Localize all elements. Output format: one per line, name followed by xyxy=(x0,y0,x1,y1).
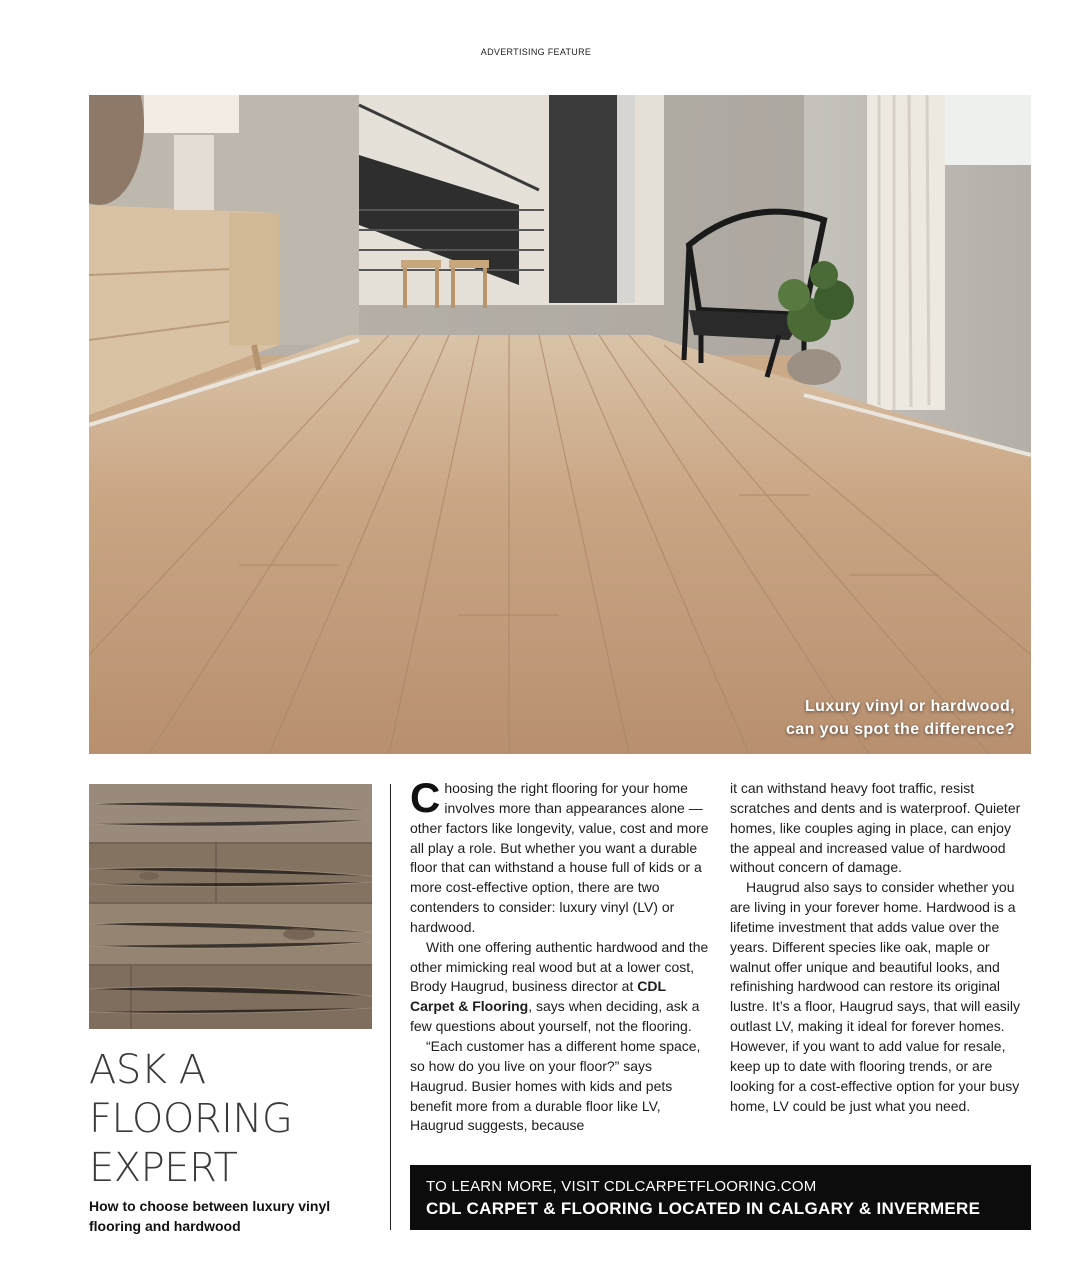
paragraph-2-b: , says when deciding, ask a few questions about yourself, not the flooring. xyxy=(410,998,700,1035)
paragraph-4: it can withstand heavy foot traffic, resist scratches and dents and is waterproof. Quieter homes, like couples aging in place, can enjoy the appeal and increased value of hardwood without concern of damage. xyxy=(730,780,1021,876)
paragraph-1 xyxy=(410,774,713,938)
drop-cap: C xyxy=(410,774,441,821)
company-name: CDL Carpet & Flooring xyxy=(410,978,666,1015)
advertising-feature-label: ADVERTISING FEATURE xyxy=(480,47,592,57)
paragraph-3: “Each customer has a different home space, so how do you live on your floor?” says Haugrud. Busier homes with kids and pets benefit more from a durable floor like LV, Haugrud suggests, because xyxy=(410,1037,701,1134)
vinyl-swatch-photo xyxy=(89,784,372,1029)
hero-caption xyxy=(786,695,1015,741)
call-to-action-banner xyxy=(410,1165,1031,1230)
headline xyxy=(89,1046,379,1193)
paragraph-5: Haugrud also says to consider whether you are living in your forever home. Hardwood is a lifetime investment that adds value over the years. Different species like oak, maple or walnut offer unique and beautiful looks, and refinishing hardwood can restore its original lustre. It’s a floor, Haugrud says, that will easily outlast LV, making it ideal for forever homes. However, if you want to add value for resale, keep up to date with flooring trends, or are looking for a cost-effective option for your busy home, LV could be just what you need. xyxy=(730,879,1020,1114)
plank-swatch-illustration xyxy=(89,784,372,1029)
headline-line-1: ASK A xyxy=(89,1047,206,1093)
caption-line-1: Luxury vinyl or hardwood, xyxy=(804,698,1015,715)
headline-line-2: FLOORING xyxy=(89,1096,293,1142)
hero-photo xyxy=(89,95,1031,754)
paragraph-2 xyxy=(410,938,713,1037)
subheadline: How to choose between luxury vinyl flooring and hardwood xyxy=(89,1198,331,1234)
caption-line-2: can you spot the difference? xyxy=(785,721,1015,738)
column-divider xyxy=(390,784,391,1230)
cta-website[interactable]: TO LEARN MORE, VISIT CDLCARPETFLOORING.COM xyxy=(426,1178,817,1195)
living-room-floor-illustration xyxy=(89,95,1031,754)
cta-locations: CDL CARPET & FLOORING LOCATED IN CALGARY & INVERMERE xyxy=(426,1199,981,1218)
article-column-1 xyxy=(410,774,713,1136)
paragraph-2-a: With one offering authentic hardwood and the other mimicking real wood but at a lower cost, Brody Haugrud, business director at xyxy=(410,938,709,995)
paragraph-1-text: hoosing the right flooring for your home involves more than appearances alone — other factors like longevity, value, cost and more all play a role. But whether you want a durable floor that can withstand a house full of kids or a more cost-effective option, there are two contenders to consider: luxury vinyl (LV) or hardwood. xyxy=(410,780,709,935)
article-column-2 xyxy=(730,779,1033,1116)
headline-line-3: EXPERT xyxy=(89,1145,238,1191)
